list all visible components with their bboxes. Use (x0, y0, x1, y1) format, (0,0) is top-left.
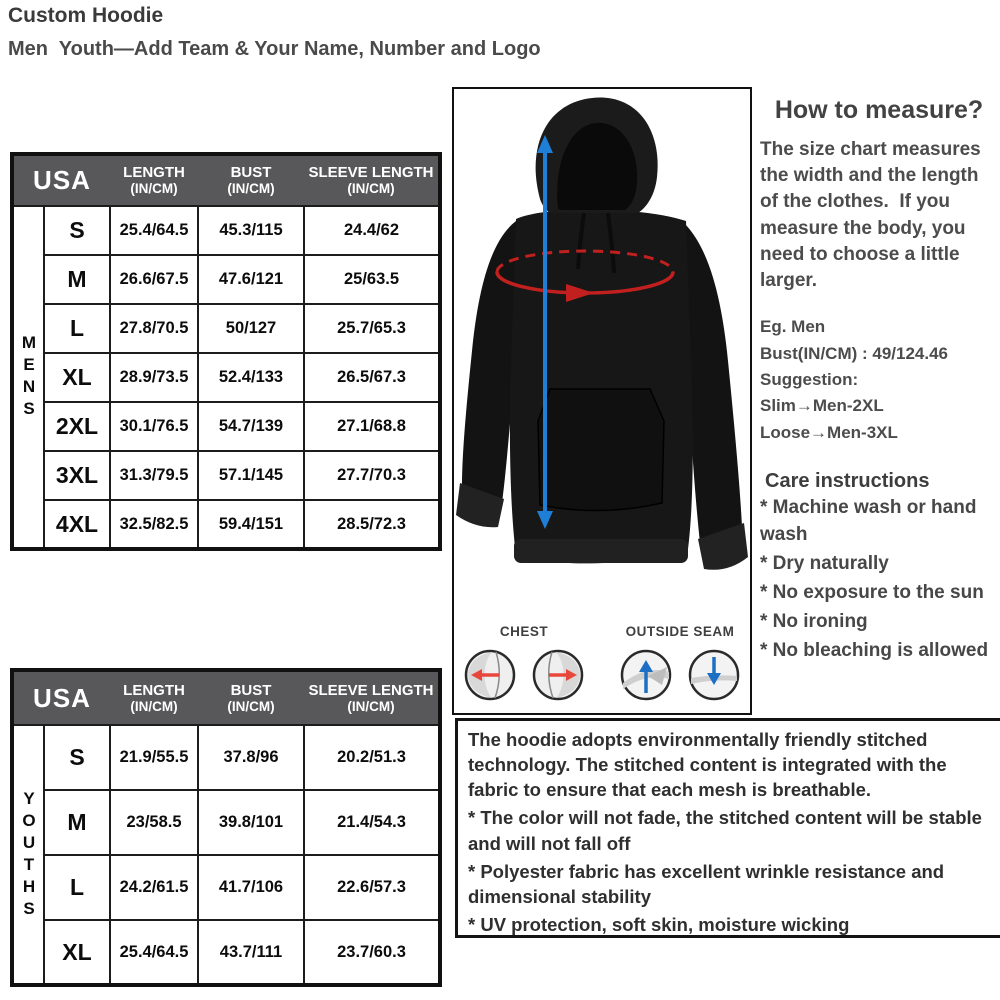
sizing-example (760, 314, 998, 446)
care-item: * Dry naturally (760, 552, 889, 574)
description-paragraph: The hoodie adopts environmentally friendly stitched technology. The stitched content is integrated with the fabric to ensure that each mesh is breathable. (468, 729, 947, 801)
description-paragraph: * UV protection, soft skin, moisture wicking (468, 914, 850, 936)
cell-bust: 37.8/96 (198, 725, 304, 790)
measure-icons-row (454, 624, 750, 703)
example-line: Suggestion: (760, 370, 859, 389)
table-row (12, 304, 440, 353)
col-bust: BUST (IN/CM) (198, 670, 304, 725)
col-bust: BUST (IN/CM) (198, 154, 304, 206)
hoodie-hem (514, 539, 688, 563)
care-instructions-heading: Care instructions (765, 470, 930, 493)
table-header-row (12, 154, 440, 206)
col-sleeve: SLEEVE LENGTH (IN/CM) (304, 154, 440, 206)
table-row (12, 790, 440, 855)
cell-sleeve: 25/63.5 (304, 255, 440, 304)
care-item: * No exposure to the sun (760, 581, 984, 603)
cell-bust: 39.8/101 (198, 790, 304, 855)
cell-sleeve: 27.1/68.8 (304, 402, 440, 451)
mens-size-table (10, 152, 442, 551)
youth-group-label: YOUTHS (12, 725, 44, 985)
outside-seam-up-icon (618, 647, 674, 703)
chest-measure-group (462, 624, 586, 703)
cell-sleeve: 27.7/70.3 (304, 451, 440, 500)
cell-sleeve: 23.7/60.3 (304, 920, 440, 985)
cell-length: 25.4/64.5 (110, 206, 198, 255)
example-line: Loose→Men-3XL (760, 422, 898, 442)
cell-size: XL (44, 353, 110, 402)
hoodie-right-sleeve (684, 223, 742, 543)
cell-sleeve: 22.6/57.3 (304, 855, 440, 920)
cell-sleeve: 20.2/51.3 (304, 725, 440, 790)
cell-length: 25.4/64.5 (110, 920, 198, 985)
cell-length: 30.1/76.5 (110, 402, 198, 451)
outside-seam-group (618, 624, 742, 703)
chest-measure-right-icon (530, 647, 586, 703)
col-usa: USA (12, 154, 110, 206)
cell-size: L (44, 304, 110, 353)
hoodie-left-sleeve (462, 221, 518, 503)
how-to-measure-heading: How to measure? (774, 96, 984, 124)
table-row (12, 451, 440, 500)
cell-sleeve: 28.5/72.3 (304, 500, 440, 549)
chest-label: CHEST (499, 624, 549, 639)
outside-seam-down-icon (686, 647, 742, 703)
cell-size: 3XL (44, 451, 110, 500)
how-to-measure-body: The size chart measures the width and the length of the clothes. If you measure the body, you need to choose a little larger. (760, 139, 986, 292)
table-row (12, 920, 440, 985)
example-line: Bust(IN/CM) : 49/124.46 (760, 343, 948, 363)
cell-size: S (44, 206, 110, 255)
cell-bust: 57.1/145 (198, 451, 304, 500)
hoodie-photo (454, 89, 750, 597)
cell-size: 2XL (44, 402, 110, 451)
col-usa: USA (12, 670, 110, 725)
cell-size: 4XL (44, 500, 110, 549)
youth-size-table (10, 668, 442, 987)
cell-bust: 59.4/151 (198, 500, 304, 549)
cell-bust: 52.4/133 (198, 353, 304, 402)
care-item: * No ironing (760, 610, 868, 632)
table-row (12, 500, 440, 549)
cell-sleeve: 25.7/65.3 (304, 304, 440, 353)
table-row (12, 725, 440, 790)
outside-seam-label: OUTSIDE SEAM (625, 624, 735, 639)
col-length: LENGTH (IN/CM) (110, 154, 198, 206)
table-row (12, 855, 440, 920)
cell-size: S (44, 725, 110, 790)
hoodie-photo-box (452, 87, 752, 715)
description-paragraph: * The color will not fade, the stitched content will be stable and will not fall off (468, 807, 982, 854)
cell-length: 31.3/79.5 (110, 451, 198, 500)
cell-size: M (44, 255, 110, 304)
example-line: Eg. Men (760, 317, 826, 337)
table-header-row (12, 670, 440, 725)
page-subtitle: Men Youth—Add Team & Your Name, Number and Logo (8, 38, 541, 60)
cell-bust: 47.6/121 (198, 255, 304, 304)
cell-bust: 43.7/111 (198, 920, 304, 985)
cell-size: L (44, 855, 110, 920)
cell-bust: 41.7/106 (198, 855, 304, 920)
hoodie-pocket (538, 389, 664, 511)
cell-sleeve: 24.4/62 (304, 206, 440, 255)
cell-length: 27.8/70.5 (110, 304, 198, 353)
table-row (12, 206, 440, 255)
col-sleeve: SLEEVE LENGTH (IN/CM) (304, 670, 440, 725)
cell-sleeve: 26.5/67.3 (304, 353, 440, 402)
product-description-box (455, 718, 1000, 938)
table-row (12, 402, 440, 451)
mens-group-label: MENS (12, 206, 44, 549)
page-title: Custom Hoodie (8, 4, 164, 27)
cell-size: XL (44, 920, 110, 985)
cell-length: 21.9/55.5 (110, 725, 198, 790)
cell-bust: 50/127 (198, 304, 304, 353)
chest-measure-left-icon (462, 647, 518, 703)
table-row (12, 353, 440, 402)
cell-bust: 45.3/115 (198, 206, 304, 255)
cell-length: 32.5/82.5 (110, 500, 198, 549)
cell-bust: 54.7/139 (198, 402, 304, 451)
how-to-measure-panel (760, 96, 998, 665)
description-paragraph: * Polyester fabric has excellent wrinkle resistance and dimensional stability (468, 860, 945, 907)
care-item: * No bleaching is allowed (760, 639, 989, 661)
cell-length: 24.2/61.5 (110, 855, 198, 920)
table-row (12, 255, 440, 304)
cell-length: 23/58.5 (110, 790, 198, 855)
col-length: LENGTH (IN/CM) (110, 670, 198, 725)
cell-length: 26.6/67.5 (110, 255, 198, 304)
care-item: * Machine wash or hand wash (760, 497, 977, 545)
cell-sleeve: 21.4/54.3 (304, 790, 440, 855)
example-line: Slim→Men-2XL (760, 396, 884, 416)
cell-length: 28.9/73.5 (110, 353, 198, 402)
cell-size: M (44, 790, 110, 855)
